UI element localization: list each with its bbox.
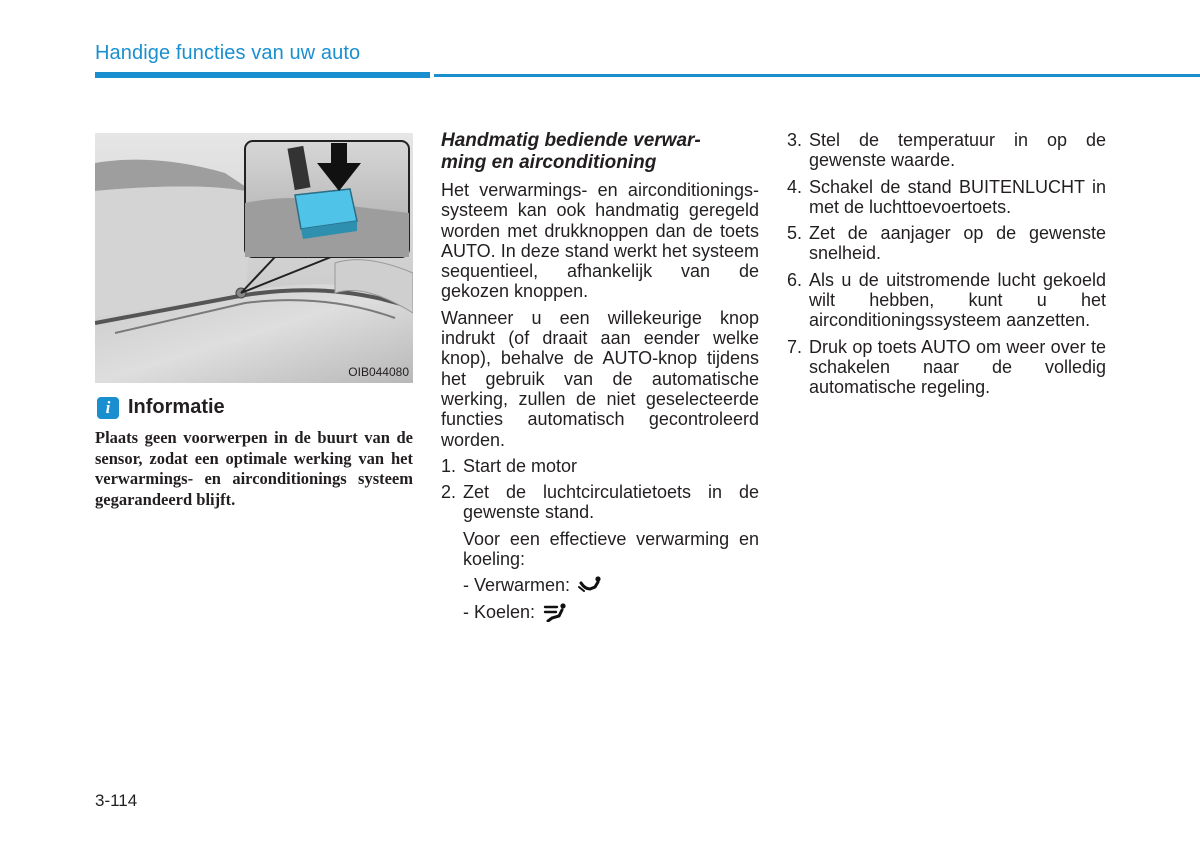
cooling-label: - Koelen:	[463, 601, 536, 622]
info-icon: i	[97, 397, 119, 419]
dashboard-sensor-drawing	[95, 133, 413, 383]
column-middle	[441, 130, 759, 628]
info-body: Plaats geen voorwerpen in de buurt van de sensor, zodat een optimale werking van het verwarmings- en airconditionings systeem gegarandeerd blijft.	[95, 428, 413, 509]
effective-tip: Voor een effectieve verwarming en koeling:	[463, 528, 759, 570]
page-header-title: Handige functies van uw auto	[95, 42, 361, 64]
info-title: Informatie	[128, 396, 225, 418]
step-number: 2.	[441, 482, 457, 503]
step-text: Zet de aanjager op de gewenste snelheid.	[809, 223, 1106, 264]
column-right	[787, 130, 1106, 404]
step-number: 1.	[441, 455, 457, 476]
step-number: 3.	[787, 130, 803, 150]
auto-paragraph: Wanneer u een willekeurige knop indrukt (of draait aan eender welke knop), behalve de AUTO-knop tijdens het gebruik van de automatische werking, zullen de niet geselecteerde functies automatisch gecontroleerd worden.	[441, 307, 759, 450]
section-title-line-1: Handmatig bediende verwar-	[441, 130, 701, 151]
list-item	[787, 337, 1106, 398]
face-vent-mode-icon	[543, 602, 569, 622]
list-item	[787, 270, 1106, 331]
step-number: 7.	[787, 336, 803, 357]
intro-paragraph: Het verwarmings- en airconditionings-systeem kan ook handmatig geregeld worden met drukknoppen dan de toets AUTO. In deze stand werkt het systeem sequentieel, afhankelijk van de gekozen knoppen.	[441, 180, 759, 302]
step-text: Stel de temperatuur in op de gewenste waarde.	[809, 130, 1106, 171]
step-text: Schakel de stand BUITENLUCHT in met de luchttoevoertoets.	[809, 176, 1106, 217]
figure-code: OIB044080	[348, 365, 409, 379]
step-text: Start de motor	[463, 455, 578, 476]
section-title	[441, 130, 759, 174]
step-text: Zet de luchtcirculatietoets in de gewenste stand.	[463, 482, 759, 523]
list-item	[441, 456, 759, 476]
step-text: Als u de uitstromende lucht gekoeld wilt hebben, kunt u het airconditioningssysteem aanzetten.	[809, 269, 1106, 331]
floor-vent-mode-icon	[578, 575, 604, 595]
list-item	[441, 482, 759, 523]
list-item	[787, 130, 1106, 171]
step-number: 4.	[787, 176, 803, 197]
step-text: Druk op toets AUTO om weer over te schakelen naar de volledig automatische regeling.	[809, 336, 1106, 398]
page-number: 3-114	[95, 791, 138, 810]
header-rule-thick	[95, 72, 430, 78]
list-item	[787, 177, 1106, 218]
heating-label: - Verwarmen:	[463, 575, 571, 596]
info-header	[97, 396, 225, 419]
step-number: 6.	[787, 269, 803, 290]
cooling-item	[463, 602, 759, 622]
heating-item	[463, 575, 759, 595]
header-rule-thin	[434, 74, 1200, 77]
list-item	[787, 223, 1106, 264]
section-title-line-2: ming en airconditioning	[441, 152, 657, 173]
sensor-location-illustration	[95, 133, 413, 383]
step-number: 5.	[787, 223, 803, 244]
